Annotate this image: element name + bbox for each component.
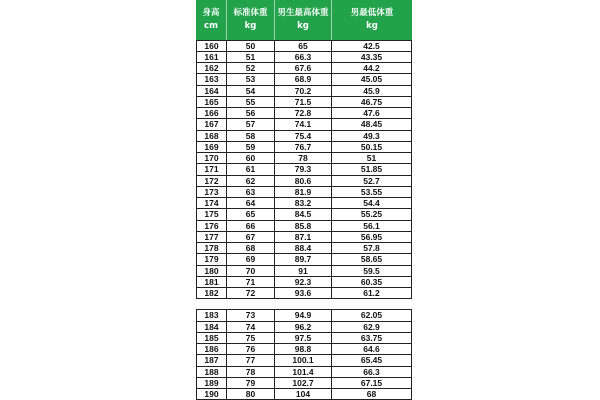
standard-weight-cell: 64 [227, 198, 275, 208]
min-weight-cell: 59.5 [332, 266, 412, 276]
height-cell: 187 [196, 355, 227, 365]
standard-weight-cell: 62 [227, 176, 275, 186]
table-row [196, 266, 412, 277]
standard-weight-cell: 53 [227, 74, 275, 84]
header-height-unit: cm [204, 20, 218, 31]
min-weight-cell: 58.65 [332, 254, 412, 264]
height-cell: 161 [196, 52, 227, 62]
height-cell: 179 [196, 254, 227, 264]
height-cell: 180 [196, 266, 227, 276]
standard-weight-cell: 77 [227, 355, 275, 365]
standard-weight-cell: 51 [227, 52, 275, 62]
standard-weight-cell: 61 [227, 164, 275, 174]
min-weight-cell: 63.75 [332, 333, 412, 343]
max-weight-cell: 89.7 [275, 254, 332, 264]
max-weight-cell: 87.1 [275, 232, 332, 242]
max-weight-cell: 91 [275, 266, 332, 276]
max-weight-cell: 81.9 [275, 187, 332, 197]
max-weight-cell: 104 [275, 389, 332, 399]
min-weight-cell: 51.85 [332, 164, 412, 174]
header-height [196, 0, 227, 40]
standard-weight-cell: 69 [227, 254, 275, 264]
min-weight-cell: 54.4 [332, 198, 412, 208]
min-weight-cell: 55.25 [332, 209, 412, 219]
table-row [196, 389, 412, 400]
standard-weight-cell: 58 [227, 131, 275, 141]
max-weight-cell: 92.3 [275, 277, 332, 287]
height-weight-table [196, 0, 412, 400]
standard-weight-cell: 78 [227, 367, 275, 377]
height-cell: 170 [196, 153, 227, 163]
max-weight-cell: 97.5 [275, 333, 332, 343]
table-body-section-1 [196, 40, 412, 300]
max-weight-cell: 75.4 [275, 131, 332, 141]
header-height-label: 身高 [202, 7, 220, 18]
table-row [196, 221, 412, 232]
min-weight-cell: 52.7 [332, 176, 412, 186]
max-weight-cell: 83.2 [275, 198, 332, 208]
min-weight-cell: 60.35 [332, 277, 412, 287]
height-cell: 176 [196, 221, 227, 231]
header-min-weight [332, 0, 412, 40]
max-weight-cell: 78 [275, 153, 332, 163]
height-cell: 183 [196, 310, 227, 320]
table-row [196, 41, 412, 52]
height-cell: 160 [196, 41, 227, 51]
min-weight-cell: 68 [332, 389, 412, 399]
table-row [196, 52, 412, 63]
table-row [196, 367, 412, 378]
table-row [196, 243, 412, 254]
min-weight-cell: 47.6 [332, 108, 412, 118]
min-weight-cell: 51 [332, 153, 412, 163]
min-weight-cell: 48.45 [332, 119, 412, 129]
standard-weight-cell: 59 [227, 142, 275, 152]
table-row [196, 97, 412, 108]
height-cell: 177 [196, 232, 227, 242]
table-row [196, 176, 412, 187]
max-weight-cell: 96.2 [275, 322, 332, 332]
height-cell: 184 [196, 322, 227, 332]
min-weight-cell: 46.75 [332, 97, 412, 107]
standard-weight-cell: 71 [227, 277, 275, 287]
table-row [196, 355, 412, 366]
max-weight-cell: 80.6 [275, 176, 332, 186]
height-cell: 182 [196, 288, 227, 298]
table-row [196, 232, 412, 243]
table-row [196, 164, 412, 175]
table-row [196, 333, 412, 344]
standard-weight-cell: 70 [227, 266, 275, 276]
table-row [196, 108, 412, 119]
max-weight-cell: 68.9 [275, 74, 332, 84]
height-cell: 175 [196, 209, 227, 219]
standard-weight-cell: 56 [227, 108, 275, 118]
standard-weight-cell: 79 [227, 378, 275, 388]
table-row [196, 63, 412, 74]
table-row [196, 119, 412, 130]
standard-weight-cell: 52 [227, 63, 275, 73]
min-weight-cell: 65.45 [332, 355, 412, 365]
height-cell: 178 [196, 243, 227, 253]
max-weight-cell: 70.2 [275, 86, 332, 96]
height-cell: 172 [196, 176, 227, 186]
standard-weight-cell: 72 [227, 288, 275, 298]
table-row [196, 153, 412, 164]
table-row [196, 187, 412, 198]
header-max-weight [275, 0, 332, 40]
table-row [196, 277, 412, 288]
max-weight-cell: 72.8 [275, 108, 332, 118]
table-row [196, 322, 412, 333]
min-weight-cell: 49.3 [332, 131, 412, 141]
table-row [196, 254, 412, 265]
min-weight-cell: 64.6 [332, 344, 412, 354]
max-weight-cell: 71.5 [275, 97, 332, 107]
height-cell: 186 [196, 344, 227, 354]
table-row [196, 288, 412, 299]
header-min-weight-label: 男最低体重 [350, 7, 394, 18]
table-row [196, 74, 412, 85]
max-weight-cell: 74.1 [275, 119, 332, 129]
standard-weight-cell: 63 [227, 187, 275, 197]
standard-weight-cell: 55 [227, 97, 275, 107]
height-cell: 189 [196, 378, 227, 388]
height-cell: 173 [196, 187, 227, 197]
max-weight-cell: 84.5 [275, 209, 332, 219]
min-weight-cell: 43.35 [332, 52, 412, 62]
table-row [196, 344, 412, 355]
standard-weight-cell: 65 [227, 209, 275, 219]
height-cell: 167 [196, 119, 227, 129]
standard-weight-cell: 75 [227, 333, 275, 343]
height-cell: 171 [196, 164, 227, 174]
height-cell: 166 [196, 108, 227, 118]
height-cell: 185 [196, 333, 227, 343]
standard-weight-cell: 80 [227, 389, 275, 399]
min-weight-cell: 50.15 [332, 142, 412, 152]
table-row [196, 198, 412, 209]
height-cell: 165 [196, 97, 227, 107]
height-cell: 164 [196, 86, 227, 96]
min-weight-cell: 67.15 [332, 378, 412, 388]
standard-weight-cell: 76 [227, 344, 275, 354]
max-weight-cell: 98.8 [275, 344, 332, 354]
min-weight-cell: 66.3 [332, 367, 412, 377]
height-cell: 188 [196, 367, 227, 377]
standard-weight-cell: 57 [227, 119, 275, 129]
table-row [196, 209, 412, 220]
table-row [196, 378, 412, 389]
height-cell: 181 [196, 277, 227, 287]
min-weight-cell: 45.05 [332, 74, 412, 84]
header-max-weight-label: 男生最高体重 [277, 7, 329, 18]
standard-weight-cell: 50 [227, 41, 275, 51]
table-row [196, 86, 412, 97]
max-weight-cell: 76.7 [275, 142, 332, 152]
standard-weight-cell: 74 [227, 322, 275, 332]
section-gap [196, 299, 412, 309]
height-cell: 168 [196, 131, 227, 141]
table-row [196, 142, 412, 153]
standard-weight-cell: 60 [227, 153, 275, 163]
min-weight-cell: 42.5 [332, 41, 412, 51]
max-weight-cell: 101.4 [275, 367, 332, 377]
header-min-weight-unit: kg [366, 20, 378, 31]
min-weight-cell: 45.9 [332, 86, 412, 96]
table-header [196, 0, 412, 40]
standard-weight-cell: 54 [227, 86, 275, 96]
min-weight-cell: 56.1 [332, 221, 412, 231]
standard-weight-cell: 73 [227, 310, 275, 320]
min-weight-cell: 62.05 [332, 310, 412, 320]
max-weight-cell: 85.8 [275, 221, 332, 231]
standard-weight-cell: 68 [227, 243, 275, 253]
max-weight-cell: 102.7 [275, 378, 332, 388]
max-weight-cell: 79.3 [275, 164, 332, 174]
height-cell: 169 [196, 142, 227, 152]
max-weight-cell: 94.9 [275, 310, 332, 320]
max-weight-cell: 93.6 [275, 288, 332, 298]
max-weight-cell: 100.1 [275, 355, 332, 365]
header-standard-weight-unit: kg [244, 20, 257, 31]
table-row [196, 131, 412, 142]
standard-weight-cell: 67 [227, 232, 275, 242]
max-weight-cell: 67.6 [275, 63, 332, 73]
min-weight-cell: 53.55 [332, 187, 412, 197]
min-weight-cell: 56.95 [332, 232, 412, 242]
min-weight-cell: 57.8 [332, 243, 412, 253]
max-weight-cell: 66.3 [275, 52, 332, 62]
header-standard-weight [227, 0, 275, 40]
height-cell: 163 [196, 74, 227, 84]
height-cell: 174 [196, 198, 227, 208]
min-weight-cell: 62.9 [332, 322, 412, 332]
max-weight-cell: 88.4 [275, 243, 332, 253]
table-row [196, 310, 412, 321]
height-cell: 162 [196, 63, 227, 73]
header-standard-weight-label: 标准体重 [233, 7, 268, 18]
table-body-section-2 [196, 309, 412, 400]
standard-weight-cell: 66 [227, 221, 275, 231]
header-max-weight-unit: kg [297, 20, 309, 31]
height-cell: 190 [196, 389, 227, 399]
min-weight-cell: 44.2 [332, 63, 412, 73]
max-weight-cell: 65 [275, 41, 332, 51]
min-weight-cell: 61.2 [332, 288, 412, 298]
